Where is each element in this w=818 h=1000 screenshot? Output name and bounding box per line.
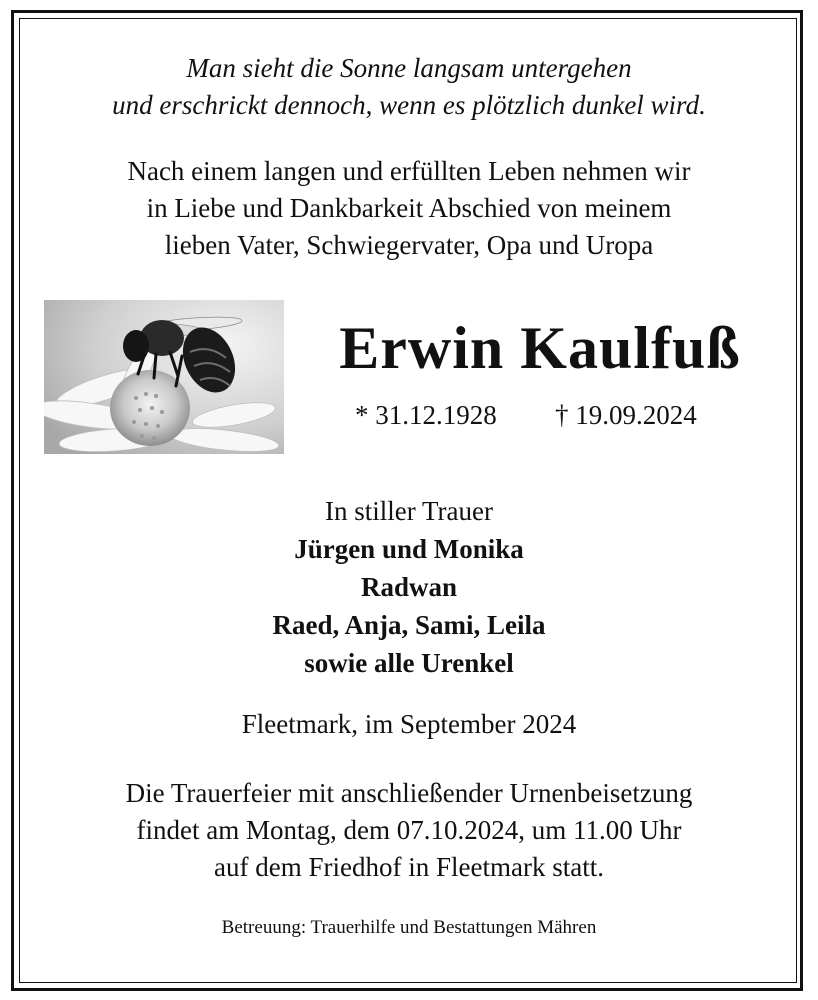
deceased-name: Erwin Kaulfuß [339,315,741,381]
ceremony-line-3: auf dem Friedhof in Fleetmark statt. [214,852,604,882]
bee-on-flower-photo [44,300,284,454]
birth-date: * 31.12.1928 [355,400,497,430]
intro-line-2: in Liebe und Dankbarkeit Abschied von meinem [146,193,672,223]
ceremony-line-2: findet am Montag, dem 07.10.2024, um 11.00 Uhr [136,815,682,845]
intro-line-3: lieben Vater, Schwiegervater, Opa und Uropa [164,230,654,260]
intro-line-1: Nach einem langen und erfüllten Leben nehmen wir [127,156,691,186]
ceremony-line-1: Die Trauerfeier mit anschließender Urnenbeisetzung [125,778,693,808]
funeral-home-credit: Betreuung: Trauerhilfe und Bestattungen Mähren [221,917,597,938]
motto-line-2: und erschrickt dennoch, wenn es plötzlich dunkel wird. [112,90,706,120]
mourner-line-2: Radwan [360,572,458,602]
place-date: Fleetmark, im September 2024 [241,709,577,739]
mourner-line-1: Jürgen und Monika [294,534,524,564]
mourner-line-3: Raed, Anja, Sami, Leila [272,610,546,640]
death-date: † 19.09.2024 [555,400,697,430]
mourner-line-4: sowie alle Urenkel [304,648,514,678]
motto-line-1: Man sieht die Sonne langsam untergehen [186,53,632,83]
mourning-heading: In stiller Trauer [325,496,493,526]
